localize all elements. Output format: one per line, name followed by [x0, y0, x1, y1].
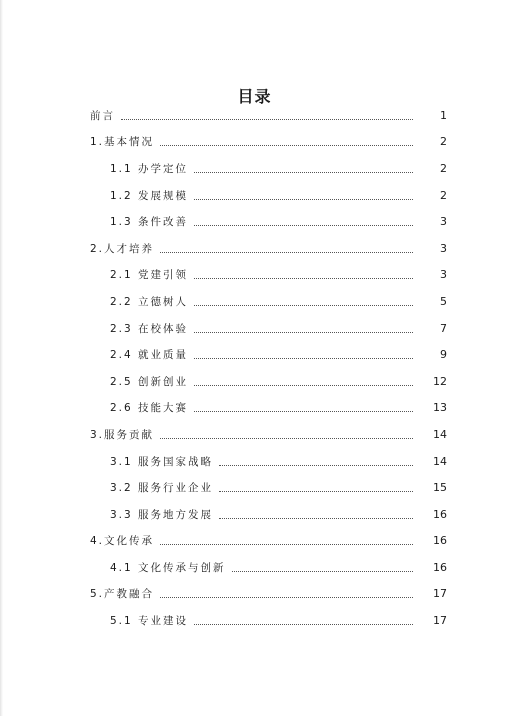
toc-entry-page-number: 16 — [433, 507, 447, 521]
toc-entry-label: 1.1 办学定位 — [110, 162, 189, 175]
dot-leader — [160, 252, 413, 253]
toc-entry-page-number: 13 — [433, 401, 447, 415]
toc-title: 目录 — [237, 87, 272, 106]
toc-entry-page-number: 16 — [433, 534, 447, 548]
toc-entry[interactable] — [0, 129, 509, 156]
dot-leader — [160, 597, 413, 598]
toc-entry-label: 1.3 条件改善 — [110, 216, 189, 229]
dot-leader — [160, 544, 413, 545]
toc-entry-page-number: 3 — [440, 268, 447, 282]
toc-entry[interactable] — [0, 315, 509, 342]
toc-entry[interactable] — [0, 262, 509, 289]
dot-leader — [194, 624, 413, 625]
toc-entry-page-number: 17 — [433, 614, 447, 628]
toc-entry-page-number: 16 — [433, 560, 447, 574]
toc-entry-label: 2.人才培养 — [90, 242, 155, 255]
dot-leader — [219, 465, 413, 466]
dot-leader — [194, 278, 413, 279]
dot-leader — [194, 332, 413, 333]
toc-entry[interactable] — [0, 235, 509, 262]
toc-entry-page-number: 14 — [433, 427, 447, 441]
dot-leader — [194, 358, 413, 359]
toc-entry-label: 2.5 创新创业 — [110, 375, 189, 388]
toc-entry[interactable] — [0, 208, 509, 235]
toc-entry[interactable] — [0, 421, 509, 448]
toc-entry-label: 3.3 服务地方发展 — [110, 508, 214, 521]
toc-entry-page-number: 5 — [440, 294, 447, 308]
toc-entry[interactable] — [0, 581, 509, 608]
toc-entry-label: 3.2 服务行业企业 — [110, 482, 214, 495]
toc-entry-page-number: 14 — [433, 454, 447, 468]
dot-leader — [194, 385, 413, 386]
dot-leader — [194, 225, 413, 226]
toc-entry[interactable] — [0, 155, 509, 182]
toc-entry-label: 4.文化传承 — [90, 535, 155, 548]
toc-entry-label: 前言 — [90, 109, 115, 122]
toc-entry-page-number: 1 — [440, 108, 447, 122]
table-of-contents — [0, 102, 509, 634]
toc-entry-page-number: 17 — [433, 587, 447, 601]
toc-entry-page-number: 15 — [433, 481, 447, 495]
toc-entry[interactable] — [0, 102, 509, 129]
toc-entry-label: 2.4 就业质量 — [110, 349, 189, 362]
toc-entry-page-number: 2 — [440, 188, 447, 202]
toc-entry-label: 3.1 服务国家战略 — [110, 455, 214, 468]
toc-entry[interactable] — [0, 395, 509, 422]
toc-entry[interactable] — [0, 368, 509, 395]
toc-entry-label: 2.3 在校体验 — [110, 322, 189, 335]
dot-leader — [160, 438, 413, 439]
dot-leader — [194, 199, 413, 200]
toc-entry[interactable] — [0, 607, 509, 634]
toc-entry[interactable] — [0, 474, 509, 501]
toc-entry-label: 1.2 发展规模 — [110, 189, 189, 202]
dot-leader — [121, 119, 413, 120]
toc-entry[interactable] — [0, 554, 509, 581]
toc-entry[interactable] — [0, 288, 509, 315]
dot-leader — [194, 411, 413, 412]
toc-entry-page-number: 12 — [433, 374, 447, 388]
toc-entry[interactable] — [0, 528, 509, 555]
toc-entry-page-number: 3 — [440, 215, 447, 229]
dot-leader — [194, 305, 413, 306]
toc-entry[interactable] — [0, 182, 509, 209]
toc-entry-page-number: 3 — [440, 241, 447, 255]
toc-entry-label: 4.1 文化传承与创新 — [110, 561, 226, 574]
toc-entry-page-number: 2 — [440, 161, 447, 175]
toc-entry[interactable] — [0, 448, 509, 475]
toc-entry-label: 2.2 立德树人 — [110, 295, 189, 308]
toc-entry-page-number: 7 — [440, 321, 447, 335]
toc-entry-page-number: 9 — [440, 348, 447, 362]
toc-entry-page-number: 2 — [440, 135, 447, 149]
toc-entry-label: 5.1 专业建设 — [110, 615, 189, 628]
toc-entry-label: 3.服务贡献 — [90, 428, 155, 441]
toc-entry-label: 5.产教融合 — [90, 588, 155, 601]
toc-entry[interactable] — [0, 501, 509, 528]
toc-entry[interactable] — [0, 341, 509, 368]
dot-leader — [219, 518, 413, 519]
toc-entry-label: 2.1 党建引领 — [110, 269, 189, 282]
toc-entry-label: 2.6 技能大赛 — [110, 402, 189, 415]
dot-leader — [160, 145, 413, 146]
toc-entry-label: 1.基本情况 — [90, 136, 155, 149]
dot-leader — [219, 491, 413, 492]
dot-leader — [232, 571, 413, 572]
dot-leader — [194, 172, 413, 173]
